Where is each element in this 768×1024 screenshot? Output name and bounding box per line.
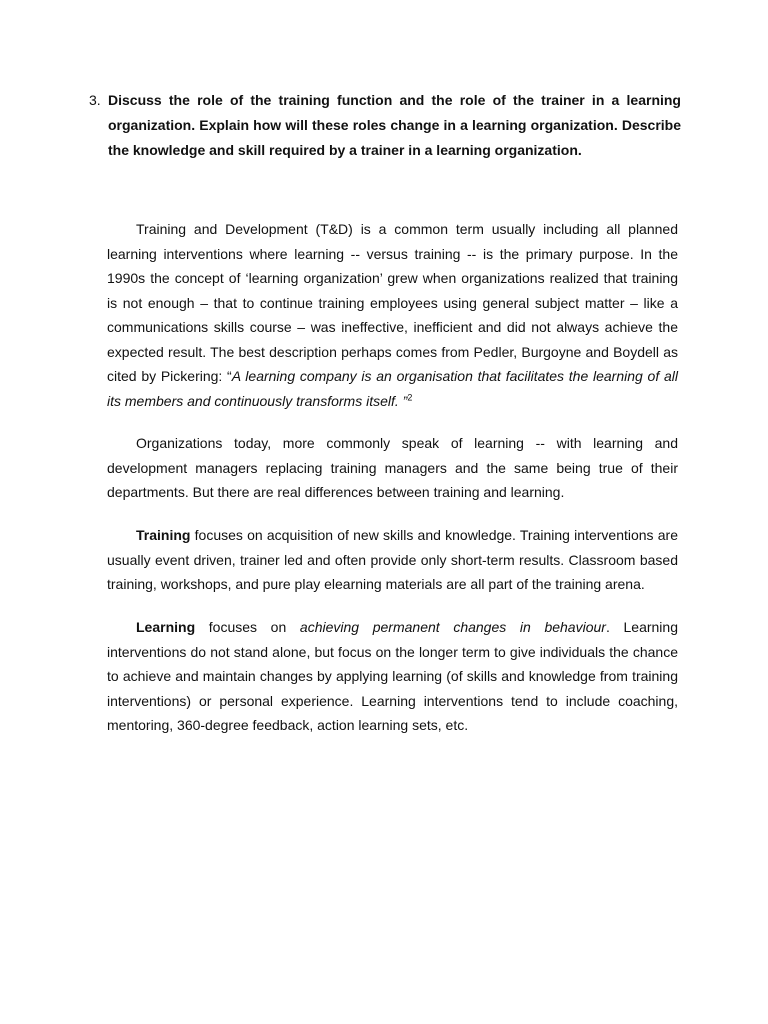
- term-training: Training: [136, 527, 191, 543]
- paragraph-text: focuses on: [195, 619, 300, 635]
- closing-quote: ”: [398, 392, 408, 409]
- emphasis-text: achieving permanent changes in behaviour: [299, 619, 606, 635]
- question-text: Discuss the role of the training function and the role of the trainer in a learning organization. Explain how will these roles change in a learning organization. Describe the knowledge and skill required by a trainer in a learning organization.: [108, 92, 681, 158]
- paragraph-td-definition: [107, 217, 678, 413]
- question-number: 3.: [89, 92, 101, 108]
- paragraph-text: Training and Development (T&D) is a common term usually including all planned learning interventions where learning -- versus training -- is the primary purpose. In the 1990s the concept of ‘learning organization’ grew when organizations realized that training is not enough – that to continue training employees using general subject matter – like a communications skills course – was ineffective, inefficient and did not always achieve the expected result. The best description perhaps comes from Pedler, Burgoyne and Boydell as cited by Pickering: “: [107, 221, 678, 384]
- quotation: A learning company is an organisation that facilitates the learning of all its members and continuously transforms itself.: [107, 368, 678, 409]
- paragraph-text: focuses on acquisition of new skills and knowledge. Training interventions are usually event driven, trainer led and often provide only short-term results. Classroom based training, workshops, and pure play elearning materials are all part of the training arena.: [107, 527, 678, 592]
- paragraph-training: [107, 523, 678, 597]
- paragraph-text: Organizations today, more commonly speak of learning -- with learning and development managers replacing training managers and the same being true of their departments. But there are real differences between training and learning.: [107, 435, 678, 500]
- term-learning: Learning: [136, 619, 196, 635]
- paragraph-text: . Learning interventions do not stand alone, but focus on the longer term to give individuals the chance to achieve and maintain changes by applying learning (of skills and knowledge from training interventions) or personal experience. Learning interventions tend to include coaching, mentoring, 360-degree feedback, action learning sets, etc.: [107, 619, 678, 733]
- paragraph-learning: [107, 615, 678, 738]
- footnote-marker: 2: [407, 391, 413, 402]
- question-heading: [89, 88, 681, 163]
- paragraph-organizations-today: [107, 431, 678, 505]
